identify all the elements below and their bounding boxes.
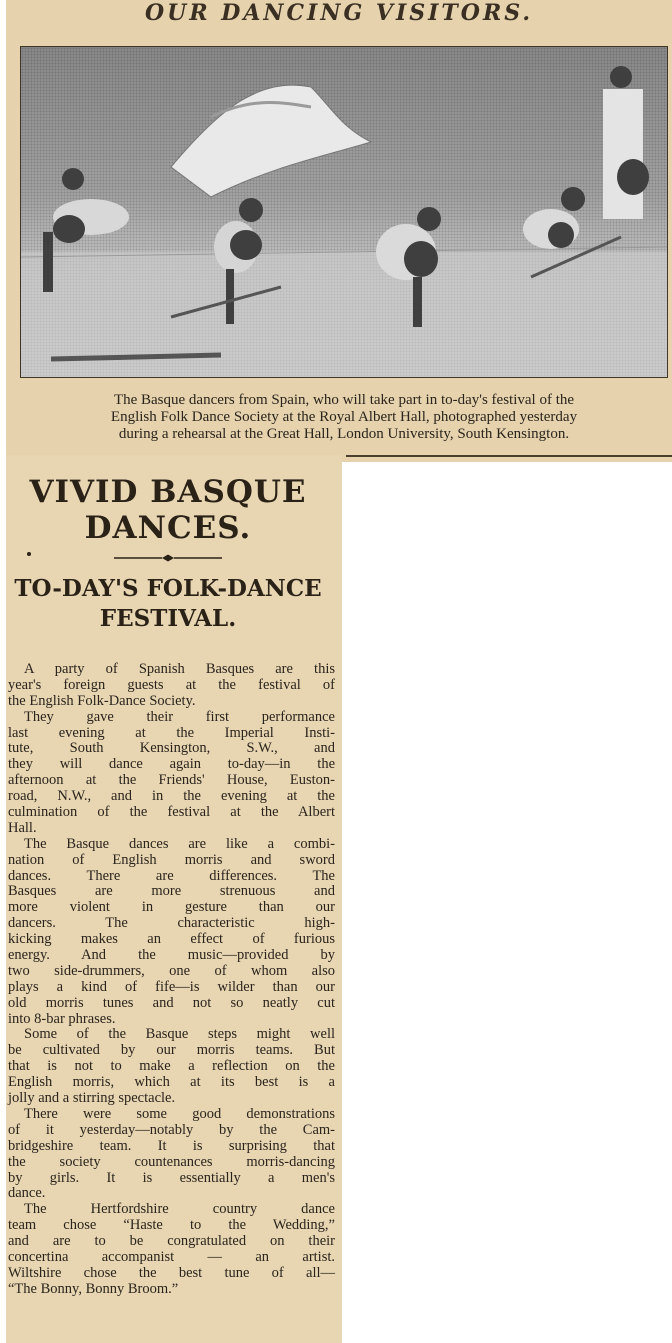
body-line: bridgeshire team. It is surprising that [8,1137,335,1154]
headline-line: DANCES. [84,510,252,546]
body-line: kicking makes an effect of furious [8,931,335,948]
body-line: dances. There are differences. The [8,867,335,884]
body-line: of it yesterday—notably by the Cam- [8,1121,335,1138]
body-line: Some of the Basque steps might well [24,1026,335,1043]
dancers-photo [20,46,668,378]
body-line: tute, South Kensington, S.W., and [8,740,335,757]
body-line: the English Folk-Dance Society. [8,692,196,709]
body-line: last evening at the Imperial Insti- [8,724,335,741]
body-line: two side-drummers, one of whom also [8,962,335,979]
body-line: jolly and a stirring spectacle. [8,1090,176,1107]
body-line: There were some good demonstrations [24,1105,335,1122]
body-line: they will dance again to-day—in the [8,756,335,773]
caption-line: The Basque dancers from Spain, who will take part in to-day's festival of the [113,392,575,408]
body-line: nation of English morris and sword [8,851,335,868]
body-line: dancers. The characteristic high- [8,915,335,932]
body-line: be cultivated by our morris teams. But [8,1042,335,1059]
subheadline-line: TO-DAY'S FOLK-DANCE [14,575,322,602]
headline-line: VIVID BASQUE [29,474,307,510]
article-body [8,662,335,1298]
body-line: The Hertfordshire country dance [24,1201,335,1218]
caption-line: English Folk Dance Society at the Royal Albert Hall, photographed yesterday [110,409,578,425]
clipping-top [6,0,672,462]
body-line: road, N.W., and in the evening at the [8,788,335,805]
caption-line: during a rehearsal at the Great Hall, London University, South Kensington. [118,426,570,442]
body-line: Hall. [8,819,37,836]
body-line: by girls. It is essentially a men's [8,1169,335,1186]
body-line: dance. [8,1185,46,1202]
body-line: concertina accompanist — an artist. [8,1248,335,1265]
subheadline [0,574,336,634]
body-line: the society countenances morris-dancing [8,1153,335,1170]
photo-caption [24,392,664,443]
body-line: old morris tunes and not so neatly cut [8,994,335,1011]
body-line: year's foreign guests at the festival of [8,676,335,693]
divider-dot [27,552,31,556]
dancers-illustration [21,47,667,377]
body-line: English morris, which at its best is a [8,1074,335,1091]
body-line: energy. And the music—provided by [8,947,335,964]
body-line: The Basque dances are like a combi- [24,835,335,852]
body-line: They gave their first performance [24,708,335,725]
body-line: A party of Spanish Basques are this [24,661,335,677]
body-line: plays a kind of fife—is wilder than our [8,978,335,995]
body-line: team chose “Haste to the Wedding,” [8,1217,335,1234]
body-line: Wiltshire chose the best tune of all— [8,1264,335,1281]
body-line: that is not to make a reflection on the [8,1058,335,1075]
subheadline-line: FESTIVAL. [99,605,237,632]
body-line: afternoon at the Friends' House, Euston- [8,772,335,789]
divider-ornament [114,553,222,563]
body-line: culmination of the festival at the Albert [8,804,335,821]
body-line: more violent in gesture than our [8,899,335,916]
masthead: OUR DANCING VISITORS. [144,0,534,26]
body-line: “The Bonny, Bonny Broom.” [8,1280,179,1297]
headline [0,474,336,546]
body-line: and are to be congratulated on their [8,1233,335,1250]
body-line: Basques are more strenuous and [8,883,335,900]
body-line: into 8-bar phrases. [8,1010,116,1027]
